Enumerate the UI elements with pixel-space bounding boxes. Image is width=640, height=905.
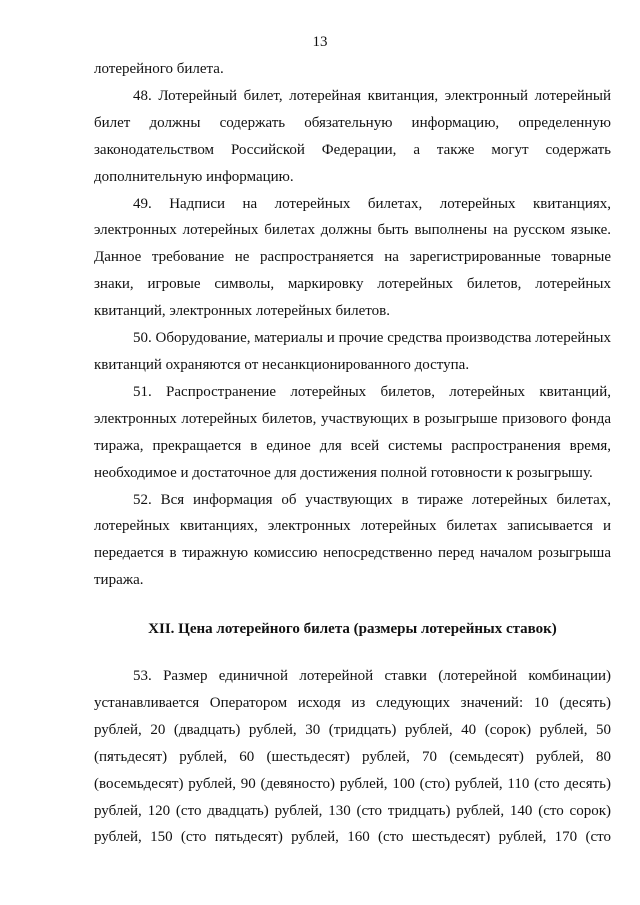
page-number: 13	[312, 34, 328, 50]
paragraph-51: 51. Распространение лотерейных билетов, лотерейных квитанций, электронных лотерейных билетов, участвующих в розыгрыше призового фонда тиража, прекращается в единое для всей системы распространения время, необходимое и достаточное для достижения полной готовности к розыгрышу.	[94, 383, 611, 481]
paragraph-50: 50. Оборудование, материалы и прочие средства производства лотерейных квитанций охраняются от несанкционированного доступа.	[94, 330, 611, 373]
paragraph-48: 48. Лотерейный билет, лотерейная квитанция, электронный лотерейный билет должны содержать обязательную информацию, определенную законодательством Российской Федерации, а также могут содержать дополнительную информацию.	[94, 87, 611, 185]
paragraph-52: 52. Вся информация об участвующих в тираже лотерейных билетах, лотерейных квитанциях, электронных лотерейных билетах записывается и передается в тиражную комиссию непосредственно перед началом розыгрыша тиража.	[94, 491, 611, 589]
paragraph-continuation: лотерейного билета.	[94, 61, 224, 77]
paragraph-53: 53. Размер единичной лотерейной ставки (лотерейной комбинации) устанавливается Оператором исходя из следующих значений: 10 (десять) рублей, 20 (двадцать) рублей, 30 (тридцать) рублей, 40 (сорок) рублей, 50 (пятьдесят) рублей, 60 (шестьдесят) рублей, 70 (семьдесят) рублей, 80 (восемьдесят) рублей, 90 (девяносто) рублей, 100 (сто) рублей, 110 (сто десять) рублей, 120 (сто двадцать) рублей, 130 (сто тридцать) рублей, 140 (сто сорок) рублей, 150 (сто пятьдесят) рублей, 160 (сто шестьдесят) рублей, 170 (сто	[94, 668, 611, 846]
paragraph-49: 49. Надписи на лотерейных билетах, лотерейных квитанциях, электронных лотерейных билетах должны быть выполнены на русском языке. Данное требование не распространяется на зарегистрированные товарные знаки, игровые символы, маркировку лотерейных билетов, лотерейных квитанций, электронных лотерейных билетов.	[94, 195, 611, 320]
document-body	[94, 56, 611, 851]
section-heading: XII. Цена лотерейного билета (размеры лотерейных ставок)	[148, 621, 557, 638]
